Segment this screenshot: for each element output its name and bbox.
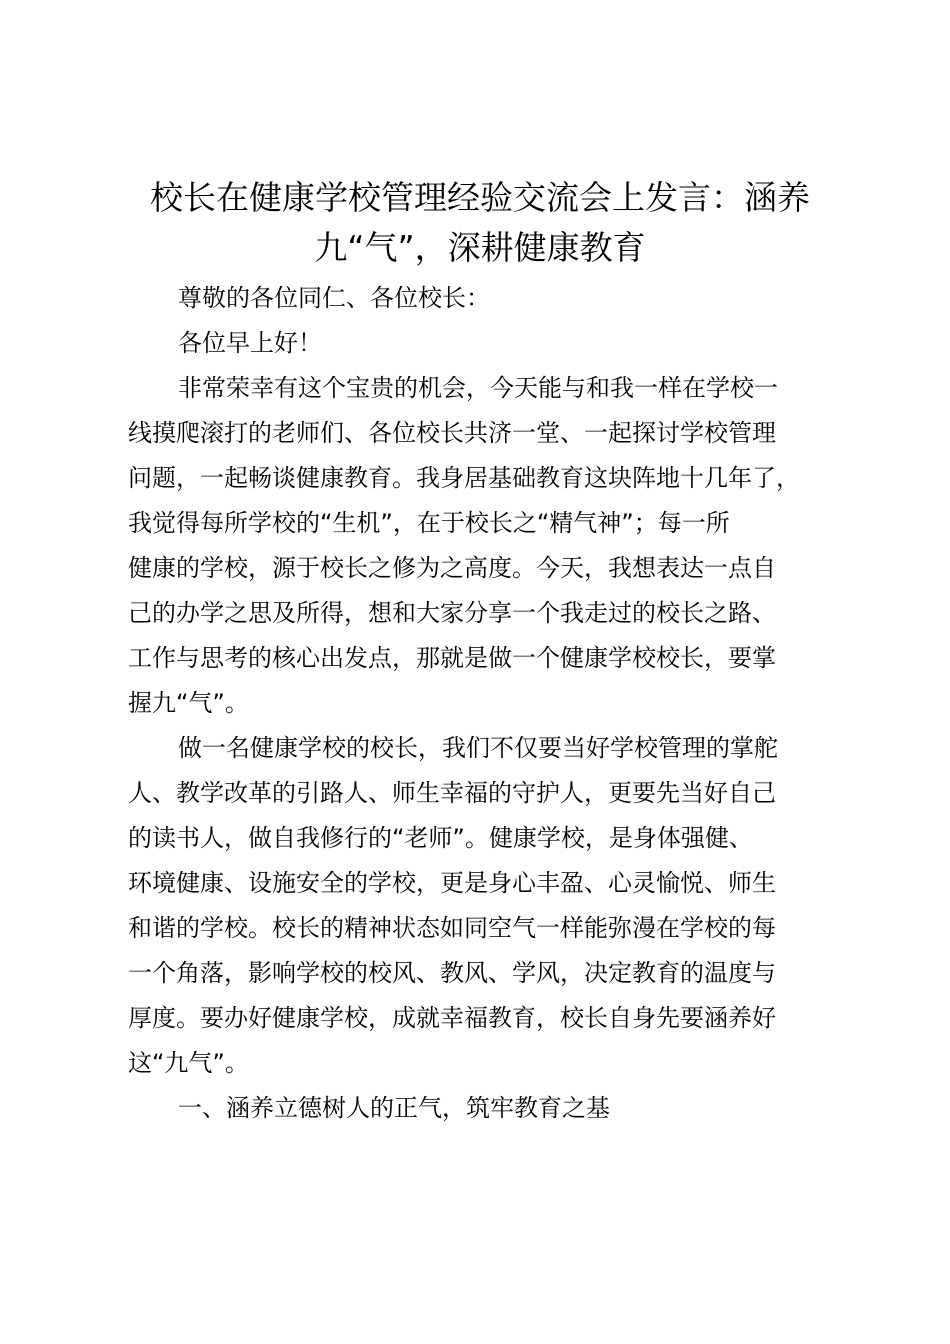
document-title (100, 173, 860, 273)
greeting-paragraph (128, 276, 848, 321)
title-line-2: 九“气”，深耕健康教育 (314, 228, 646, 267)
paragraph-2 (128, 726, 848, 1086)
paragraph-line: 环境健康、设施安全的学校，更是身心丰盈、心灵愉悦、师生 (128, 869, 776, 897)
paragraph-line: 问题，一起畅谈健康教育。我身居基础教育这块阵地十几年了， (128, 464, 800, 492)
paragraph-line: 己的办学之思及所得，想和大家分享一个我走过的校长之路、 (128, 599, 776, 627)
paragraph-line: 厚度。要办好健康学校，成就幸福教育，校长自身先要涵养好 (128, 1004, 776, 1032)
morning-paragraph (128, 321, 848, 366)
paragraph-line: 人、教学改革的引路人、师生幸福的守护人，更要先当好自己 (128, 779, 776, 807)
section-heading-text: 一、涵养立德树人的正气，筑牢教育之基 (178, 1094, 610, 1122)
paragraph-line: 的读书人，做自我修行的“老师”。健康学校，是身体强健、 (128, 824, 753, 852)
paragraph-line: 这“九气”。 (128, 1049, 249, 1077)
title-line-1: 校长在健康学校管理经验交流会上发言：涵养 (150, 178, 810, 217)
paragraph-line: 非常荣幸有这个宝贵的机会，今天能与和我一样在学校一 (178, 374, 778, 402)
section-heading-1 (128, 1086, 848, 1131)
document-body (128, 276, 848, 1131)
paragraph-line: 做一名健康学校的校长，我们不仅要当好学校管理的掌舵 (178, 734, 778, 762)
paragraph-line: 工作与思考的核心出发点，那就是做一个健康学校校长，要掌 (128, 644, 776, 672)
paragraph-line: 我觉得每所学校的“生机”，在于校长之“精气神”；每一所 (128, 509, 730, 537)
greeting-text: 尊敬的各位同仁、各位校长： (178, 284, 490, 312)
paragraph-line: 握九“气”。 (128, 689, 249, 717)
paragraph-line: 和谐的学校。校长的精神状态如同空气一样能弥漫在学校的每 (128, 914, 776, 942)
paragraph-line: 健康的学校，源于校长之修为之高度。今天，我想表达一点自 (128, 554, 776, 582)
paragraph-1 (128, 366, 848, 726)
morning-text: 各位早上好！ (178, 329, 322, 357)
paragraph-line: 线摸爬滚打的老师们、各位校长共济一堂、一起探讨学校管理 (128, 419, 776, 447)
paragraph-line: 一个角落，影响学校的校风、教风、学风，决定教育的温度与 (128, 959, 776, 987)
